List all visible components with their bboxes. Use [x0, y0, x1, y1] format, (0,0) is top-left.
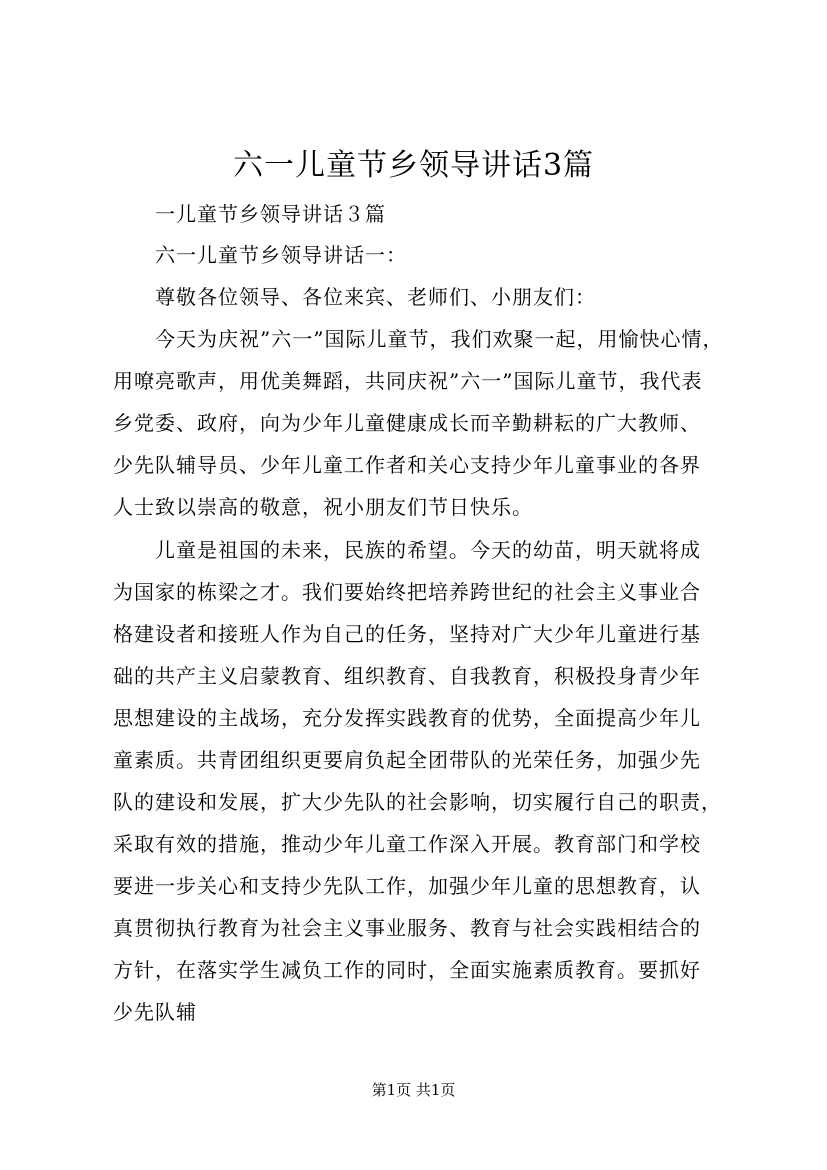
body-line: 六一儿童节乡领导讲话一： — [155, 243, 407, 267]
body-line: 尊敬各位领导、各位来宾、老师们、小朋友们： — [155, 285, 596, 309]
page-footer: 第1页 共1页 — [371, 1081, 456, 1099]
body-line: 为国家的栋梁之才。我们要始终把培养跨世纪的社会主义事业合 — [113, 580, 701, 604]
body-line: 思想建设的主战场，充分发挥实践教育的优势，全面提高少年儿 — [113, 706, 701, 730]
body-line: 儿童是祖国的未来，民族的希望。今天的幼苗，明天就将成 — [155, 538, 701, 562]
body-line: 格建设者和接班人作为自己的任务，坚持对广大少年儿童进行基 — [113, 622, 701, 646]
body-line: 乡党委、政府，向为少年儿童健康成长而辛勤耕耘的广大教师、 — [113, 411, 701, 435]
document-title: 六一儿童节乡领导讲话3篇 — [232, 148, 595, 183]
body-line: 要进一步关心和支持少先队工作，加强少年儿童的思想教育，认 — [113, 874, 701, 898]
body-line: 队的建设和发展，扩大少先队的社会影响，切实履行自己的职责， — [113, 790, 722, 814]
body-line: 真贯彻执行教育为社会主义事业服务、教育与社会实践相结合的 — [113, 916, 701, 940]
body-line: 方针，在落实学生减负工作的同时，全面实施素质教育。要抓好 — [113, 958, 701, 982]
body-line: 一儿童节乡领导讲话３篇 — [155, 202, 386, 226]
body-line: 少先队辅 — [113, 1000, 197, 1024]
body-line: 少先队辅导员、少年儿童工作者和关心支持少年儿童事业的各界 — [113, 453, 701, 477]
body-line: 用嘹亮歌声，用优美舞蹈，共同庆祝”六一”国际儿童节，我代表 — [113, 369, 703, 393]
body-line: 今天为庆祝”六一”国际儿童节，我们欢聚一起，用愉快心情， — [155, 327, 724, 351]
body-line: 础的共产主义启蒙教育、组织教育、自我教育，积极投身青少年 — [113, 664, 701, 688]
body-line: 人士致以崇高的敬意，祝小朋友们节日快乐。 — [113, 495, 533, 519]
body-line: 采取有效的措施，推动少年儿童工作深入开展。教育部门和学校 — [113, 832, 701, 856]
body-line: 童素质。共青团组织更要肩负起全团带队的光荣任务，加强少先 — [113, 748, 701, 772]
